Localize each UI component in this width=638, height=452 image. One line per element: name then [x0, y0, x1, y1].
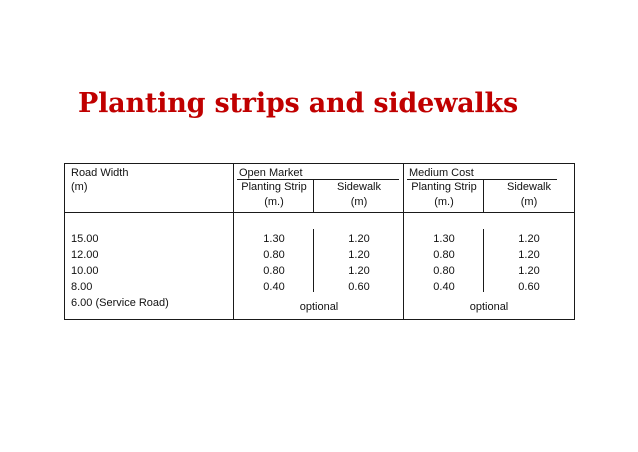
open-market-sidewalk-value: 1.20	[348, 233, 370, 245]
divider-open-market-body	[313, 229, 314, 292]
road-width-value: 10.00	[71, 265, 99, 277]
medium-cost-sidewalk-value: 1.20	[518, 249, 540, 261]
road-width-value: 8.00	[71, 281, 93, 293]
medium-cost-sidewalk-value: 1.20	[518, 233, 540, 245]
open-market-planting-value: 0.40	[263, 281, 285, 293]
medium-cost-planting-value: 1.30	[433, 233, 455, 245]
medium-cost-sidewalk-header: Sidewalk	[506, 181, 552, 193]
medium-cost-planting-value: 0.80	[433, 249, 455, 261]
open-market-planting-unit: (m.)	[264, 196, 284, 208]
open-market-sidewalk-value: 1.20	[348, 265, 370, 277]
medium-cost-planting-unit: (m.)	[434, 196, 454, 208]
medium-cost-sidewalk-unit: (m)	[520, 196, 538, 208]
group-header-medium-cost: Medium Cost	[409, 167, 474, 179]
open-market-planting-value: 0.80	[263, 265, 285, 277]
road-width-value: 12.00	[71, 249, 99, 261]
road-width-value: 6.00 (Service Road)	[71, 297, 169, 309]
slide-title: Planting strips and sidewalks	[78, 88, 518, 119]
open-market-sidewalk-header: Sidewalk	[336, 181, 382, 193]
divider-groups	[403, 164, 404, 319]
divider-road-width	[233, 164, 234, 319]
open-market-sidewalk-value: 1.20	[348, 249, 370, 261]
road-width-value: 15.00	[71, 233, 99, 245]
open-market-service-road-note: optional	[299, 301, 339, 313]
medium-cost-service-road-note: optional	[469, 301, 509, 313]
planting-sidewalk-table	[64, 163, 575, 320]
medium-cost-sidewalk-value: 1.20	[518, 265, 540, 277]
divider-medium-cost-cols	[483, 179, 484, 212]
medium-cost-sidewalk-value: 0.60	[518, 281, 540, 293]
open-market-sidewalk-value: 0.60	[348, 281, 370, 293]
open-market-planting-value: 0.80	[263, 249, 285, 261]
open-market-sidewalk-unit: (m)	[350, 196, 368, 208]
group-header-open-market: Open Market	[239, 167, 303, 179]
header-divider	[65, 212, 574, 213]
road-width-unit: (m)	[71, 181, 88, 193]
road-width-header: Road Width	[71, 167, 129, 179]
medium-cost-planting-value: 0.40	[433, 281, 455, 293]
open-market-planting-header: Planting Strip	[241, 181, 307, 193]
medium-cost-planting-header: Planting Strip	[411, 181, 477, 193]
medium-cost-planting-value: 0.80	[433, 265, 455, 277]
open-market-planting-value: 1.30	[263, 233, 285, 245]
divider-open-market-cols	[313, 179, 314, 212]
divider-medium-cost-body	[483, 229, 484, 292]
